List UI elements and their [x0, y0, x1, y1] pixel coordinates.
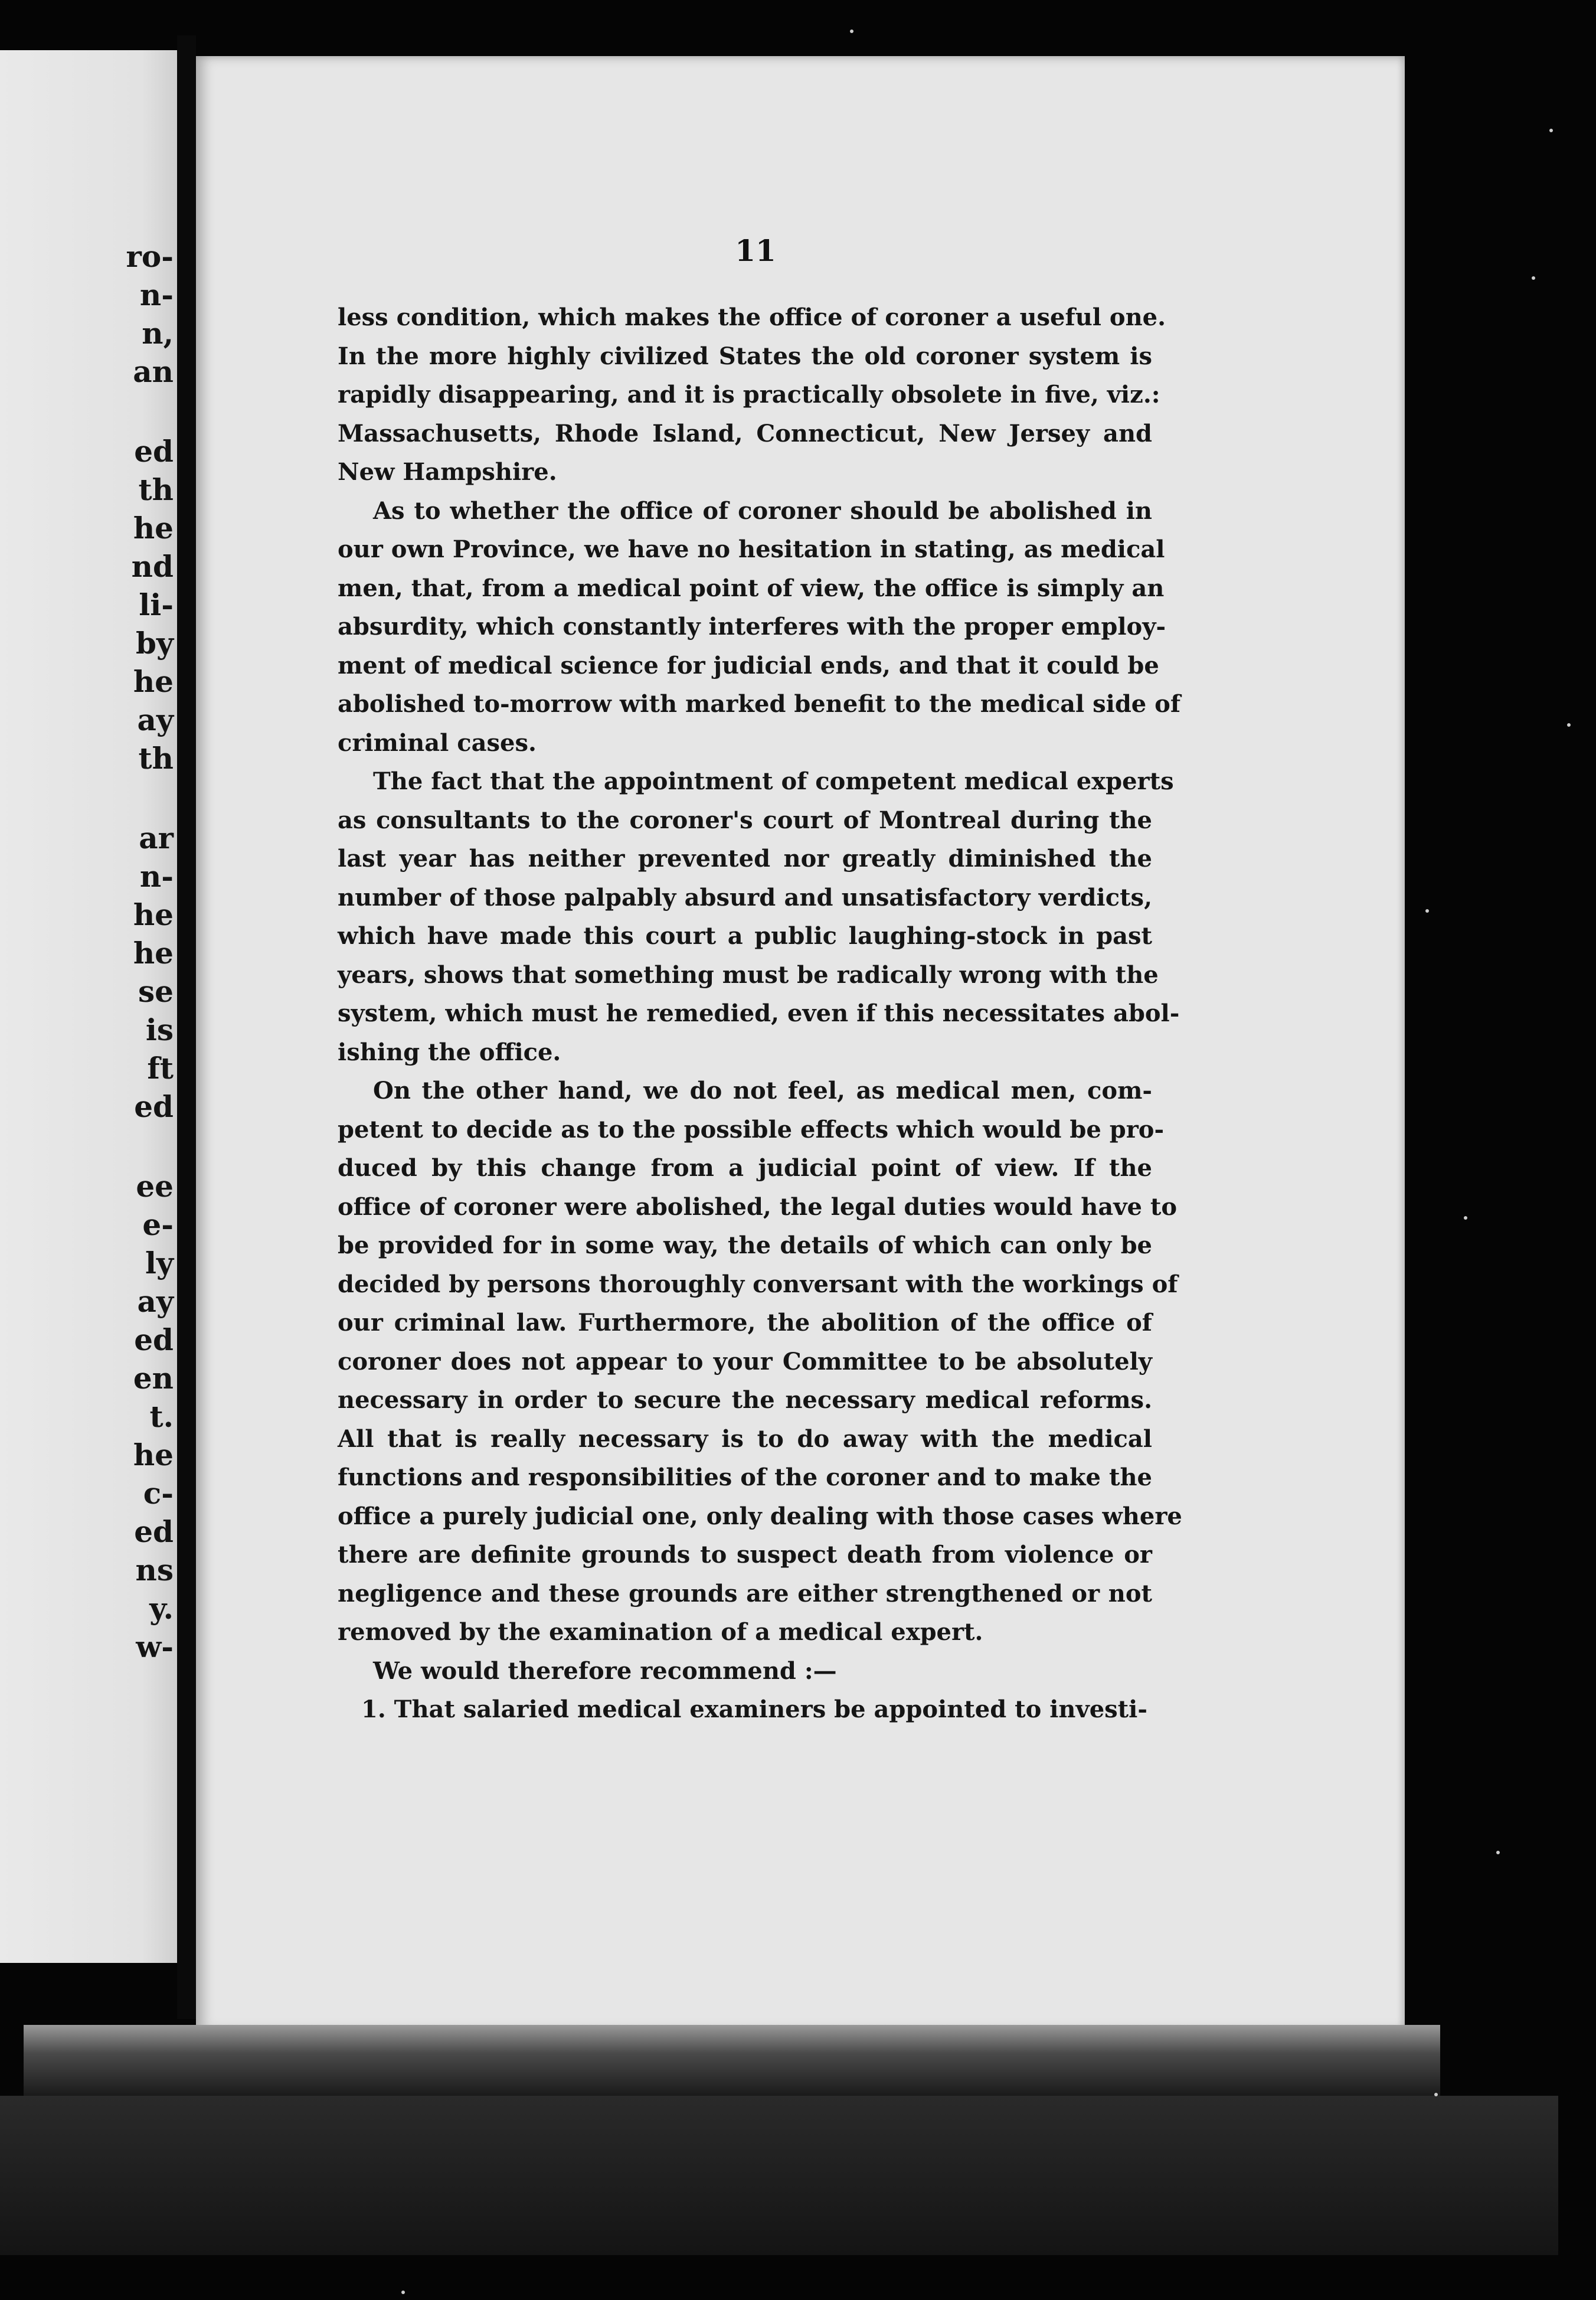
facing-page-fragment: he: [133, 897, 174, 932]
facing-page-fragment: ar: [139, 821, 174, 855]
facing-page-fragment: ay: [137, 1284, 174, 1319]
text-line: As to whether the office of coroner should be abolished in: [373, 496, 1152, 525]
text-line: office of coroner were abolished, the legal duties would have to: [338, 1193, 1177, 1221]
paragraph: [338, 492, 1181, 763]
list-item: 1. That salaried medical examiners be appointed to investi-: [361, 1695, 1147, 1723]
facing-page-fragment: n-: [139, 277, 174, 312]
text-line: negligence and these grounds are either strengthened or not: [338, 1579, 1152, 1608]
dust-speck: [1567, 723, 1571, 727]
body-text: [338, 298, 1182, 1729]
text-line: necessary in order to secure the necessary medical reforms.: [338, 1386, 1152, 1414]
facing-page-fragment: th: [138, 472, 174, 507]
facing-page-fragment: c-: [143, 1476, 174, 1511]
page-bottom-edge: [24, 2025, 1440, 2096]
dust-speck: [1464, 1216, 1467, 1220]
text-line: In the more highly civilized States the old coroner system is: [338, 342, 1152, 370]
text-line: The fact that the appointment of competent medical experts: [373, 767, 1174, 795]
text-line: coroner does not appear to your Committee to be absolutely: [338, 1347, 1152, 1376]
facing-page-fragment: w-: [136, 1629, 174, 1664]
text-line: functions and responsibilities of the coroner and to make the: [338, 1463, 1152, 1491]
text-line: New Hampshire.: [338, 458, 557, 486]
facing-page-text-fragments: [0, 65, 177, 1954]
text-line: abolished to-morrow with marked benefit to the medical side of: [338, 690, 1181, 718]
dust-speck: [1532, 276, 1535, 280]
facing-page-fragment: ns: [135, 1553, 174, 1587]
facing-page-fragment: ed: [134, 1514, 174, 1549]
paragraph: [338, 298, 1166, 492]
dust-speck: [1496, 1851, 1500, 1854]
facing-page-fragment: he: [133, 511, 174, 545]
text-line: rapidly disappearing, and it is practically obsolete in five, viz.:: [338, 381, 1160, 409]
dust-speck: [1425, 909, 1429, 913]
facing-page-fragment: th: [138, 741, 174, 776]
text-line: number of those palpably absurd and unsatisfactory verdicts,: [338, 883, 1152, 911]
facing-page-fragment: he: [133, 936, 174, 971]
facing-page-fragment: e-: [142, 1207, 174, 1242]
facing-page-fragment: an: [133, 354, 174, 389]
text-line: system, which must he remedied, even if this necessitates abol-: [338, 999, 1180, 1027]
text-line: petent to decide as to the possible effects which would be pro-: [338, 1115, 1165, 1144]
facing-page-fragment: ro-: [126, 239, 174, 274]
dust-speck: [401, 2291, 405, 2294]
scanner-bottom-strip: [0, 2096, 1558, 2255]
facing-page-fragment: ay: [137, 703, 174, 737]
text-line: duced by this change from a judicial point of view. If the: [338, 1154, 1152, 1182]
facing-page-fragment: ed: [134, 434, 174, 469]
facing-page-fragment: y.: [149, 1591, 174, 1626]
facing-page-fragment: ee: [136, 1169, 174, 1204]
text-line: there are definite grounds to suspect death from violence or: [338, 1541, 1152, 1569]
text-line: be provided for in some way, the details of which can only be: [338, 1231, 1152, 1259]
paragraph: [338, 1071, 1182, 1652]
text-line: years, shows that something must be radically wrong with the: [338, 960, 1159, 989]
facing-page-fragment: is: [145, 1012, 174, 1047]
text-line: our criminal law. Furthermore, the abolition of the office of: [338, 1309, 1152, 1337]
text-line: Massachusetts, Rhode Island, Connecticut, New Jersey and: [338, 419, 1152, 447]
text-line: All that is really necessary is to do away with the medical: [338, 1425, 1152, 1453]
facing-page-fragment: ed: [134, 1089, 174, 1124]
page-number: 11: [735, 233, 776, 268]
text-line: ishing the office.: [338, 1038, 561, 1066]
facing-page-fragment: nd: [131, 549, 174, 584]
text-line: office a purely judicial one, only dealing with those cases where: [338, 1502, 1182, 1530]
paragraph: [338, 762, 1180, 1071]
facing-page-fragment: ed: [134, 1322, 174, 1357]
text-line: as consultants to the coroner's court of Montreal during the: [338, 806, 1152, 834]
text-line: men, that, from a medical point of view, the office is simply an: [338, 574, 1165, 602]
facing-page-fragment: ft: [147, 1051, 174, 1086]
dust-speck: [850, 30, 853, 33]
facing-page-fragment: ly: [145, 1246, 174, 1280]
text-line: which have made this court a public laughing-stock in past: [338, 922, 1152, 950]
facing-page-fragment: en: [133, 1361, 174, 1396]
facing-page-fragment: t.: [149, 1399, 174, 1434]
text-line: decided by persons thoroughly conversant with the workings of: [338, 1270, 1178, 1298]
book-gutter: [177, 35, 196, 2019]
dust-speck: [1434, 2093, 1438, 2096]
text-line: less condition, which makes the office of coroner a useful one.: [338, 303, 1166, 331]
facing-page-fragment: by: [135, 626, 174, 661]
facing-page-fragment: he: [133, 1438, 174, 1472]
facing-page-fragment: se: [138, 974, 174, 1009]
facing-page-fragment: li-: [139, 587, 174, 622]
text-line: On the other hand, we do not feel, as medical men, com-: [373, 1077, 1152, 1105]
facing-page-fragment: n-: [139, 859, 174, 894]
text-line: our own Province, we have no hesitation in stating, as medical: [338, 535, 1165, 563]
text-line: absurdity, which constantly interferes with the proper employ-: [338, 613, 1166, 641]
text-line: removed by the examination of a medical expert.: [338, 1618, 983, 1646]
text-line: ment of medical science for judicial ends, and that it could be: [338, 651, 1159, 679]
text-line: We would therefore recommend :—: [373, 1657, 837, 1685]
dust-speck: [1549, 129, 1553, 132]
text-line: last year has neither prevented nor greatly diminished the: [338, 845, 1152, 873]
paragraph: [338, 1652, 1152, 1691]
text-line: criminal cases.: [338, 728, 537, 757]
facing-page-fragment: he: [133, 664, 174, 699]
facing-page-fragment: n,: [142, 316, 174, 351]
